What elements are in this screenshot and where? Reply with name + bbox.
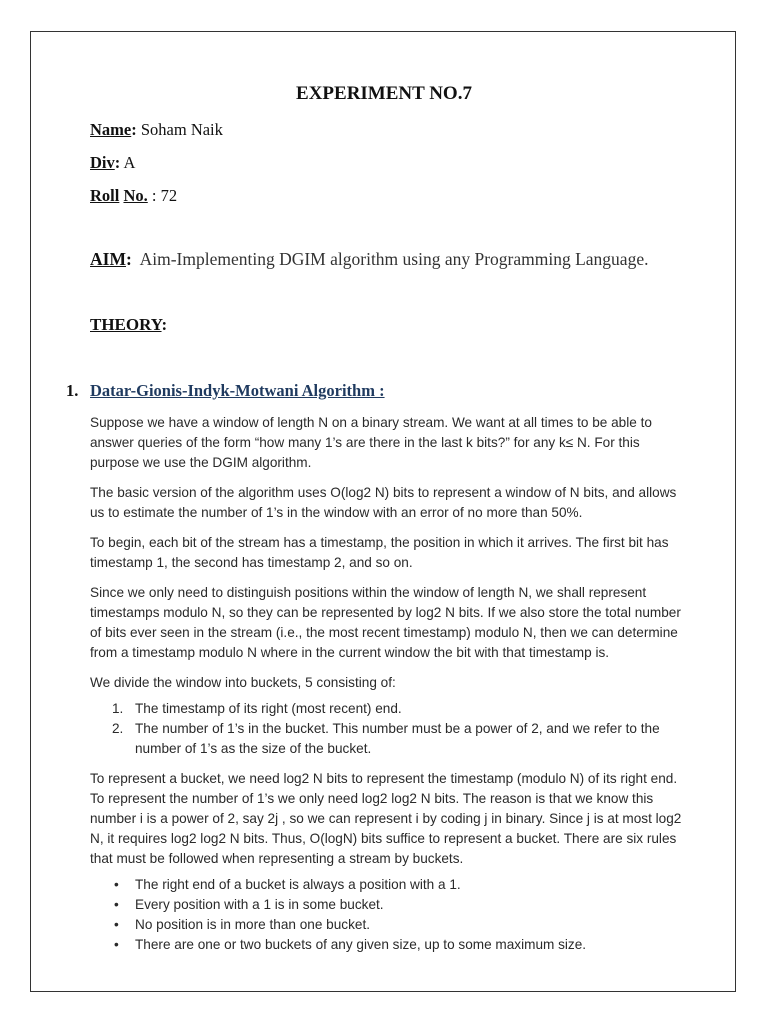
list-item bbox=[90, 719, 690, 759]
div-value: A bbox=[123, 153, 136, 172]
aim-label: AIM bbox=[90, 249, 126, 269]
paragraph: Suppose we have a window of length N on a binary stream. We want at all times to be able to answer queries of the form “how many 1’s are there in the last k bits?” for any k≤ N. For this purpose we use the DGIM algorithm. bbox=[90, 415, 652, 470]
section-title: Datar-Gionis-Indyk-Motwani Algorithm : bbox=[90, 381, 385, 400]
paragraph: To represent a bucket, we need log2 N bits to represent the timestamp (modulo N) of its right end. To represent the number of 1’s we only need log2 log2 N bits. The reason is that we know this number i is a power of 2, say 2j , so we can represent i by coding j in binary. Since j is at most log2 N, it requires log2 log2 N bits. Thus, O(logN) bits suffice to represent a bucket. There are six rules that must be followed when representing a stream by buckets. bbox=[90, 771, 682, 866]
roll-no-label: No. bbox=[123, 186, 148, 205]
list-item-text: No position is in more than one bucket. bbox=[135, 917, 371, 932]
list-item-text: There are one or two buckets of any given size, up to some maximum size. bbox=[135, 937, 587, 952]
paragraph: The basic version of the algorithm uses O(log2 N) bits to represent a window of N bits, and allows us to estimate the number of 1’s in the window with an error of no more than 50%. bbox=[90, 485, 677, 520]
bullet-icon: • bbox=[114, 897, 119, 912]
paragraph: To begin, each bit of the stream has a timestamp, the position in which it arrives. The first bit has timestamp 1, the second has timestamp 2, and so on. bbox=[90, 535, 669, 570]
section-body bbox=[90, 413, 690, 965]
paragraph: We divide the window into buckets, 5 consisting of: bbox=[90, 675, 396, 690]
div-field: Div: A bbox=[90, 153, 136, 172]
bullet-icon: • bbox=[114, 877, 119, 892]
name-label: Name bbox=[90, 120, 132, 139]
bullet-icon: • bbox=[114, 937, 119, 952]
list-item-text: The timestamp of its right (most recent) end. bbox=[135, 701, 402, 716]
name-value: Soham Naik bbox=[140, 120, 223, 139]
list-number: 2. bbox=[112, 721, 124, 736]
theory-heading: THEORY: bbox=[90, 315, 168, 334]
roll-field bbox=[90, 186, 177, 206]
roll-value: : 72 bbox=[151, 186, 178, 205]
aim-line: AIM: Aim-Implementing DGIM algorithm using any Programming Language. bbox=[90, 249, 649, 269]
list-item bbox=[90, 895, 690, 915]
bullet-icon: • bbox=[114, 917, 119, 932]
paragraph: Since we only need to distinguish positions within the window of length N, we shall represent timestamps modulo N, so they can be represented by log2 N bits. If we also store the total number of bits ever seen in the stream (i.e., the most recent timestamp) modulo N, then we can determine from a timestamp modulo N where in the current window the bit with that timestamp is. bbox=[90, 585, 681, 660]
list-item bbox=[90, 915, 690, 935]
bullet-list bbox=[90, 875, 690, 955]
name-field: Name: Soham Naik bbox=[90, 120, 223, 139]
list-item bbox=[90, 699, 690, 719]
section-number: 1. bbox=[66, 381, 79, 400]
list-item-text: The right end of a bucket is always a position with a 1. bbox=[135, 877, 461, 892]
page-title: EXPERIMENT NO.7 bbox=[296, 83, 472, 104]
list-item bbox=[90, 875, 690, 895]
list-number: 1. bbox=[112, 701, 124, 716]
theory-label: THEORY bbox=[90, 315, 162, 334]
list-item-text: Every position with a 1 is in some bucket. bbox=[135, 897, 384, 912]
list-item-text: The number of 1’s in the bucket. This number must be a power of 2, and we refer to the number of 1’s as the size of the bucket. bbox=[135, 721, 660, 756]
aim-text: Aim-Implementing DGIM algorithm using any Programming Language. bbox=[139, 249, 649, 269]
ordered-list bbox=[90, 699, 690, 759]
div-label: Div bbox=[90, 153, 115, 172]
roll-label: Roll bbox=[90, 186, 120, 205]
list-item bbox=[90, 935, 690, 955]
